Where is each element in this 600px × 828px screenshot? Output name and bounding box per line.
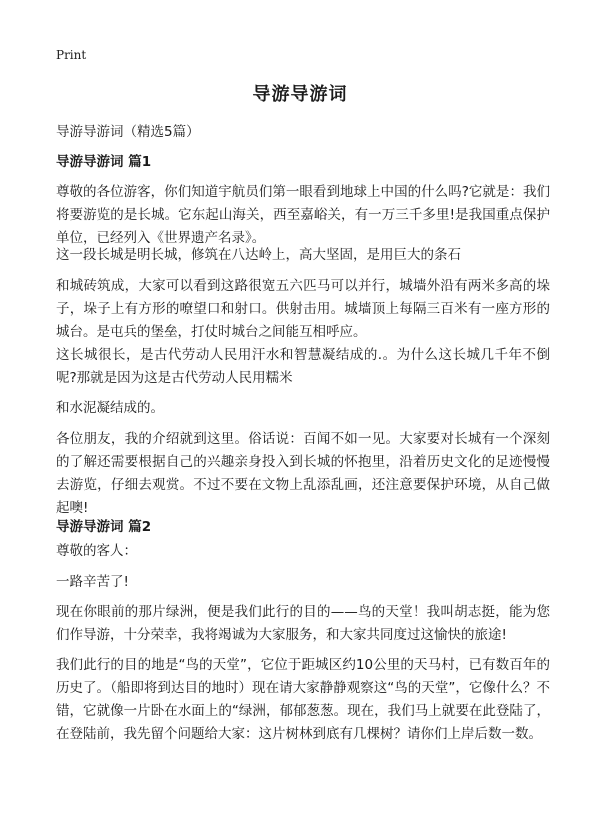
paragraph: 一路辛苦了! bbox=[56, 574, 129, 590]
paragraph: 这一段长城是明长城，修筑在八达岭上，高大坚固，是用巨大的条石 bbox=[56, 247, 461, 263]
paragraph: 现在你眼前的那片绿洲，便是我们此行的目的——鸟的天堂！我叫胡志挺，能为您们作导游，十分荣幸，我将竭诚为大家服务，和大家共同度过这愉快的旅途! bbox=[56, 604, 550, 643]
paragraph: 各位朋友，我的介绍就到这里。俗话说：百闻不如一见。大家要对长城有一个深刻的了解还需要根据自己的兴趣亲身投入到长城的怀抱里，沿着历史文化的足迹慢慢去游览，仔细去观赏。不过不要在文物上乱添乱画，还注意要保护环境，从自己做起噢! bbox=[56, 431, 550, 516]
page-title: 导游导游词 bbox=[252, 84, 348, 105]
paragraph: 和城砖筑成，大家可以看到这路很宽五六匹马可以并行，城墙外沿有两米多高的垛子，垛子上有方形的嘹望口和射口。供射击用。城墙顶上每隔三百米有一座方形的城台。是屯兵的堡垒，打仗时城台之间能互相呼应。 bbox=[56, 278, 550, 340]
paragraph: 这长城很长，是古代劳动人民用汗水和智慧凝结成的.。为什么这长城几千年不倒呢?那就是因为这是古代劳动人民用糯米 bbox=[56, 347, 550, 386]
paragraph: 我们此行的目的地是“鸟的天堂”，它位于距城区约10公里的天马村，已有数百年的历史了。（船即将到达目的地时）现在请大家静静观察这“鸟的天堂”，它像什么？不错，它就像一片卧在水面上的“绿洲，郁郁葱葱。现在，我们马上就要在此登陆了，在登陆前，我先留个问题给大家：这片树林到底有几棵树？请你们上岸后数一数。 bbox=[56, 657, 550, 742]
print-label[interactable]: Print bbox=[56, 48, 87, 62]
document-subtitle: 导游导游词（精选5篇） bbox=[56, 124, 200, 140]
paragraph: 尊敬的客人： bbox=[56, 543, 137, 559]
section-heading-1: 导游导游词 篇1 bbox=[56, 154, 152, 170]
paragraph: 和水泥凝结成的。 bbox=[56, 400, 164, 416]
section-heading-2: 导游导游词 篇2 bbox=[56, 519, 152, 535]
paragraph: 尊敬的各位游客，你们知道宇航员们第一眼看到地球上中国的什么吗?它就是：我们将要游览的是长城。它东起山海关，西至嘉峪关，有一万三千多里!是我国重点保护单位，已经列入《世界遗产名录》。 bbox=[56, 184, 550, 246]
